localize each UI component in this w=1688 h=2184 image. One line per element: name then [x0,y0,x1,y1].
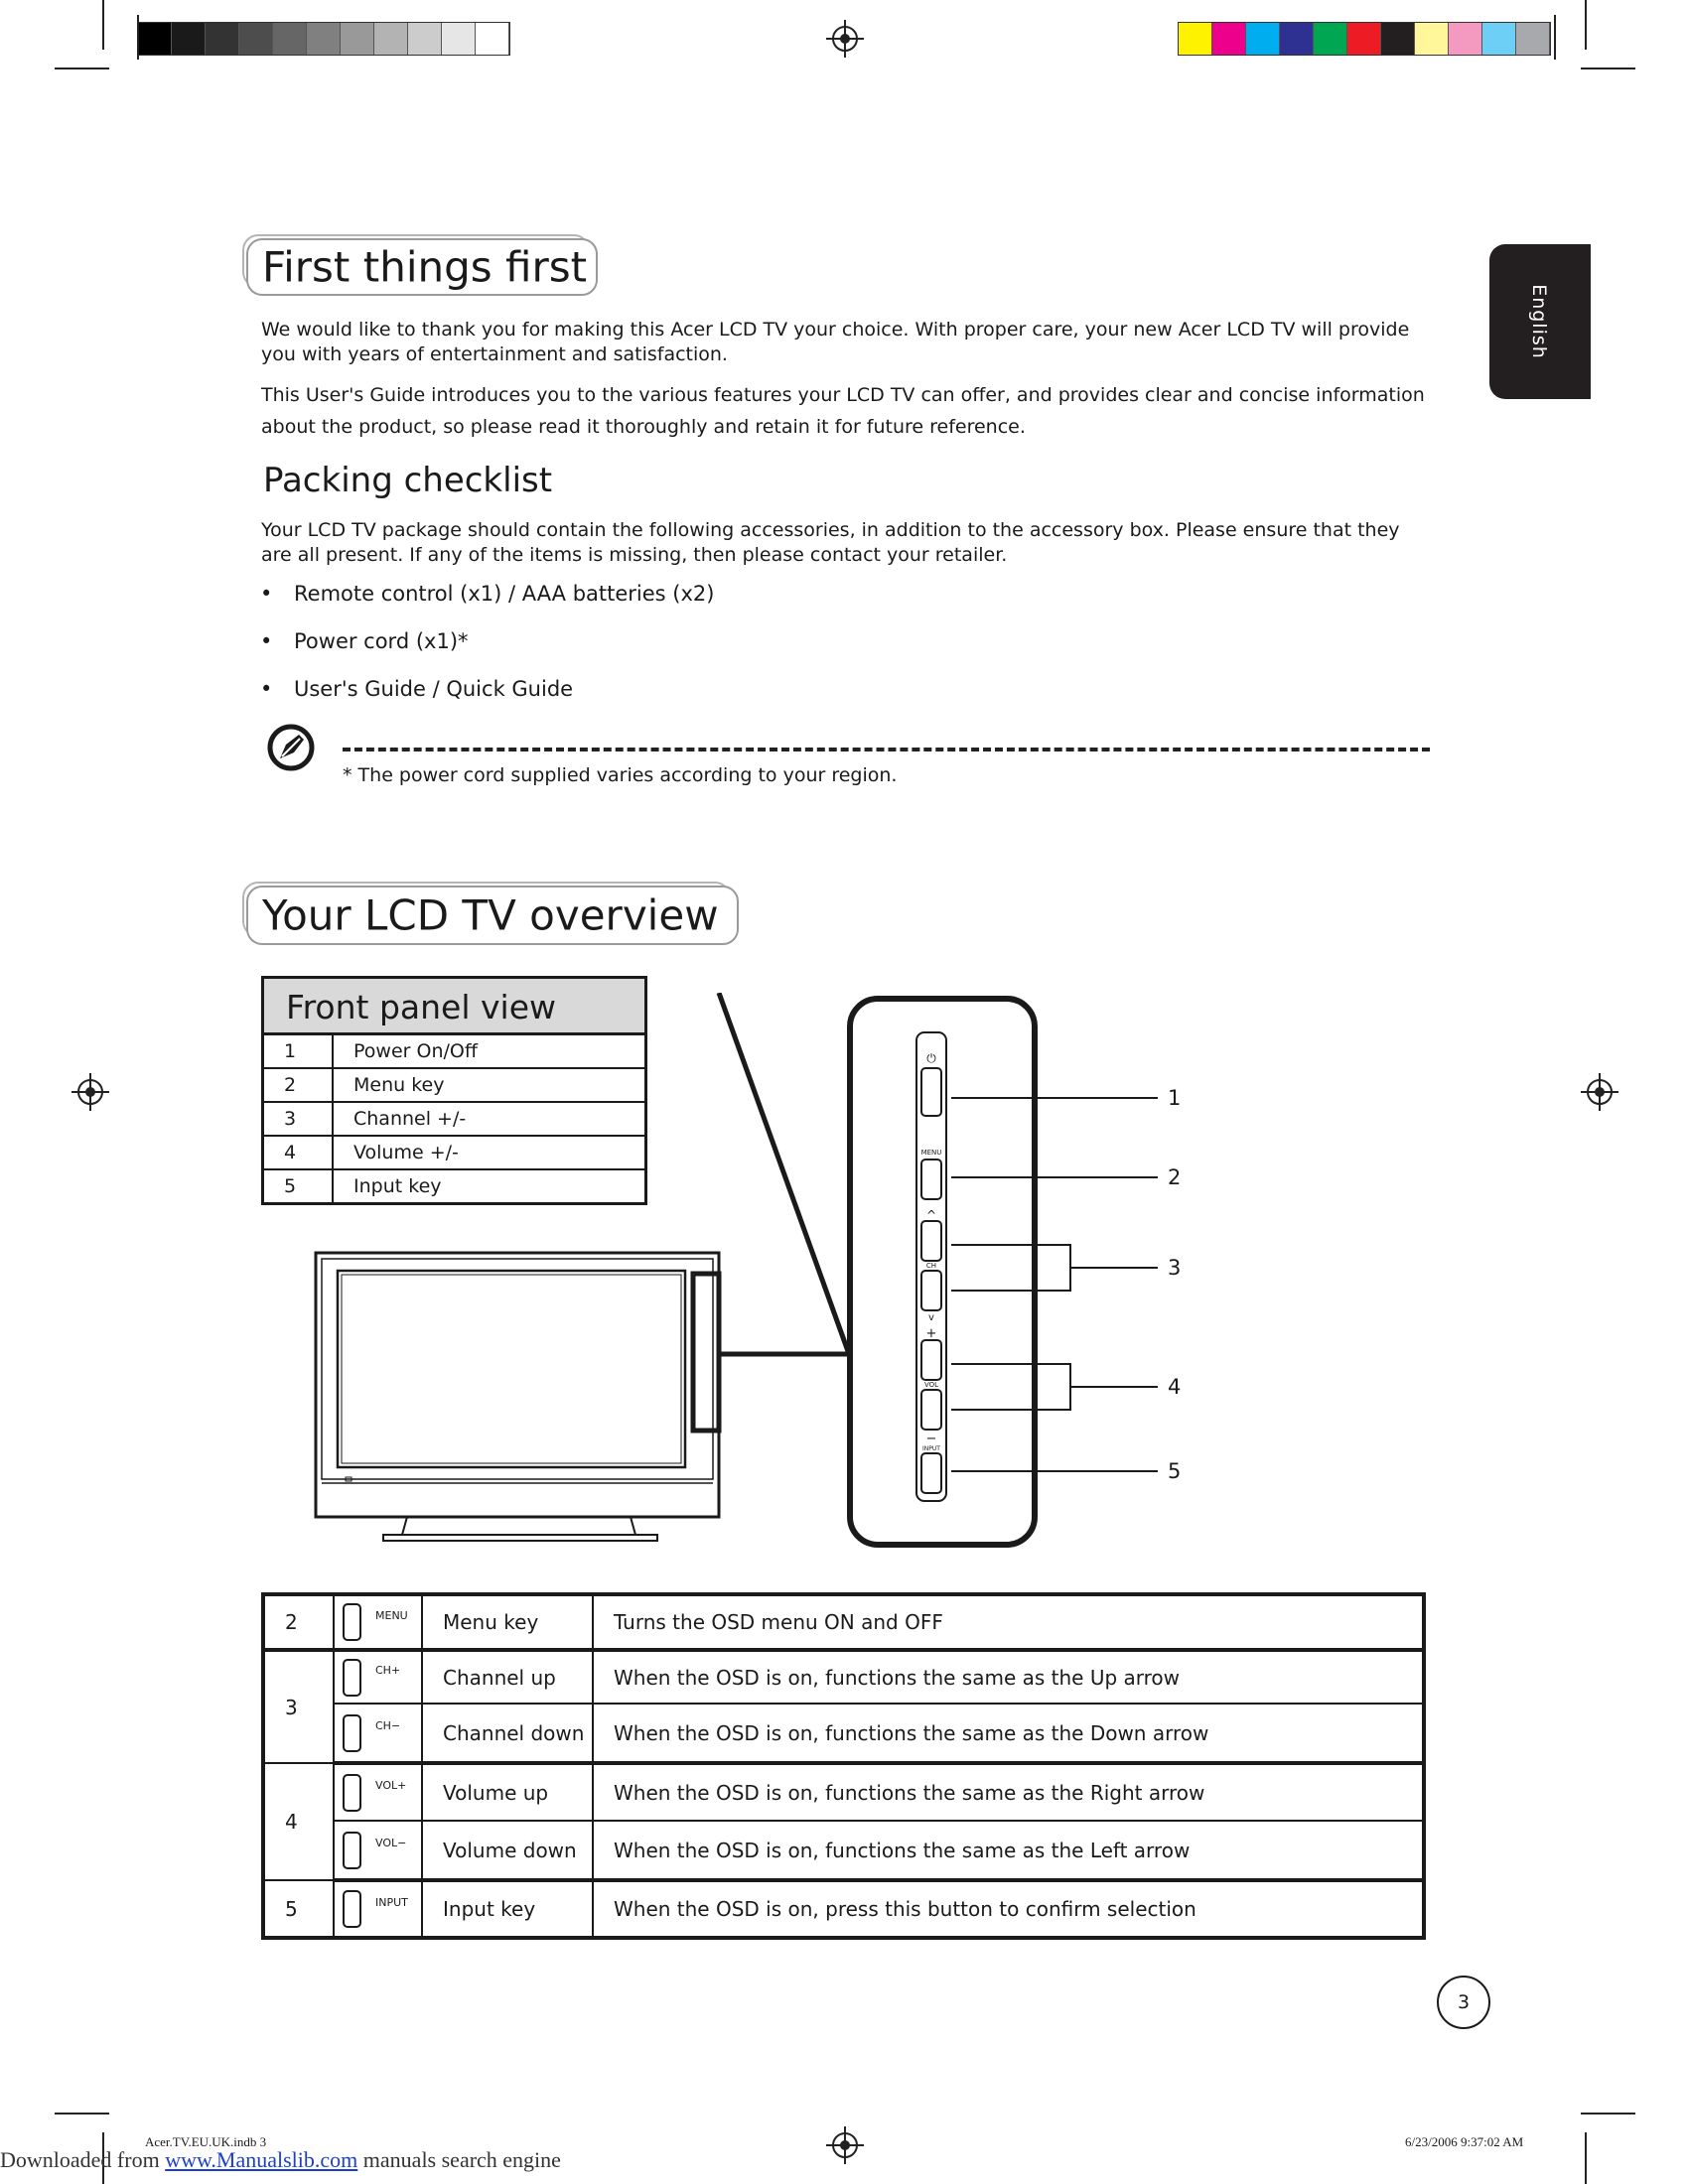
download-footer: Downloaded from www.Manualslib.com manuals search engine [0,2147,561,2172]
callout-lines [951,1098,1158,1471]
color-swatch [307,23,341,55]
checklist-item: • Power cord (x1)* [260,629,469,653]
page-number: 3 [1437,1976,1490,2029]
input-button-label: INPUT [922,1445,940,1452]
vol-button-label: VOL [923,1381,939,1389]
packing-paragraph: Your LCD TV package should contain the following accessories, in addition to the accessory box. Please ensure that they are all present. If any of the items is missing, then please contact your retailer. [261,519,1400,566]
front-panel-heading: Front panel view [263,978,646,1034]
callout-number: 1 [1168,1086,1182,1110]
checklist-item: • User's Guide / Quick Guide [260,677,574,701]
color-swatch [1314,23,1347,55]
power-icon: ⏻ [926,1051,936,1065]
registration-mark [77,1079,103,1105]
callout-number: 5 [1168,1459,1182,1483]
button-icon [343,1832,361,1869]
callout-number: 4 [1168,1375,1182,1399]
color-swatch [1246,23,1280,55]
color-swatch [408,23,442,55]
color-swatch [1415,23,1449,55]
callout-number: 3 [1168,1256,1182,1280]
table-row: 4 Volume +/- [263,1136,646,1169]
slug-filename: Acer.TV.EU.UK.indb 3 [145,2134,267,2149]
button-icon [343,1659,361,1697]
tv-illustration [316,993,849,1541]
grayscale-bar [137,22,510,56]
ch-button-label: CH [925,1262,937,1270]
callout-number: 2 [1168,1165,1182,1189]
color-swatch [1347,23,1381,55]
crop-mark [102,0,104,50]
table-row: 5 INPUT Input key When the OSD is on, press this button to confirm selection [263,1880,1424,1938]
intro-paragraph-2: This User's Guide introduces you to the various features your LCD TV can offer, and provides clear and concise information about the product, so please read it thoroughly and retain it for future reference. [261,384,1425,438]
crop-mark [1581,2113,1635,2115]
note-divider [343,748,1430,751]
tv-front-panel-diagram [308,993,1201,1559]
button-icon [343,1890,361,1928]
color-swatch [206,23,239,55]
color-swatch [1482,23,1516,55]
color-bar [1178,22,1551,56]
packing-checklist-heading: Packing checklist [263,461,553,500]
color-swatch [1381,23,1415,55]
table-row: CH− Channel down When the OSD is on, functions the same as the Down arrow [263,1704,1424,1763]
color-swatch [1449,23,1482,55]
section-title-lcd-overview: Your LCD TV overview [246,886,739,945]
color-swatch [172,23,206,55]
language-tab [1489,244,1591,399]
menu-button-label: MENU [920,1149,942,1157]
crop-mark [1585,2132,1587,2184]
registration-mark [832,2132,858,2158]
slug-timestamp: 6/23/2006 9:37:02 AM [1405,2134,1524,2149]
side-panel-closeup [850,999,1035,1545]
plus-icon: + [925,1326,937,1341]
color-swatch [1280,23,1314,55]
crop-mark [55,2113,109,2115]
table-row: 3 CH+ Channel up When the OSD is on, functions the same as the Up arrow [263,1650,1424,1704]
table-row: 5 Input key [263,1169,646,1204]
color-swatch [138,23,172,55]
color-swatch [374,23,408,55]
language-label: English [1528,284,1550,359]
table-row: 3 Channel +/- [263,1102,646,1136]
color-swatch [341,23,374,55]
chevron-up-icon: ^ [925,1208,937,1222]
button-icon [343,1774,361,1812]
checklist-item: • Remote control (x1) / AAA batteries (x2) [260,582,715,606]
crop-mark [1585,0,1587,50]
table-row: 2 Menu key [263,1068,646,1102]
color-swatch [1212,23,1246,55]
button-icon [343,1714,361,1752]
crop-mark [55,68,109,69]
key-function-table [261,1592,1426,1940]
crop-mark [137,15,139,60]
crop-mark [1581,68,1635,69]
note-icon [266,723,316,772]
table-row: 2 MENU Menu key Turns the OSD menu ON and OFF [263,1594,1424,1650]
minus-icon: − [925,1432,937,1446]
intro-paragraph-1: We would like to thank you for making this Acer LCD TV your choice. With proper care, your new Acer LCD TV will provide you with years of entertainment and satisfaction. [261,319,1410,365]
button-icon [343,1603,361,1641]
registration-mark [1587,1079,1613,1105]
table-row: 1 Power On/Off [263,1034,646,1069]
color-swatch [273,23,307,55]
table-row: 4 VOL+ Volume up When the OSD is on, functions the same as the Right arrow [263,1763,1424,1821]
color-swatch [239,23,273,55]
color-swatch [442,23,476,55]
chevron-down-icon: v [928,1312,934,1323]
section-title-first-things: First things first [246,238,598,296]
color-swatch [1516,23,1550,55]
color-swatch [476,23,509,55]
power-cord-note: * The power cord supplied varies according to your region. [343,764,898,786]
registration-mark [832,26,858,52]
manualslib-link[interactable]: www.Manualslib.com [165,2147,358,2172]
crop-mark [1554,15,1556,60]
color-swatch [1179,23,1212,55]
table-row: VOL− Volume down When the OSD is on, functions the same as the Left arrow [263,1821,1424,1880]
